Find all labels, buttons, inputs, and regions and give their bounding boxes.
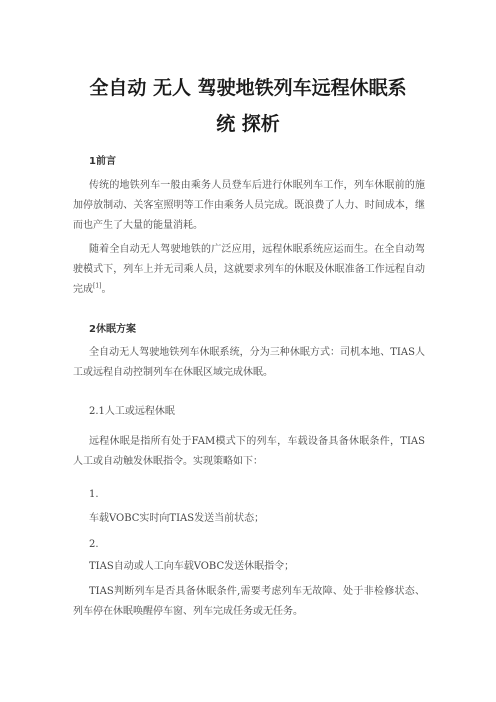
section-heading-introduction: 1前言	[89, 156, 116, 167]
document-title-line-1: 全自动 无人 驾驶地铁列车远程休眠系	[89, 77, 407, 99]
paragraph-intro-1: 传统的地铁列车一般由乘务人员登车后进行休眠列车工作，列车休眠前的施加停放制动、关客室照明等工作由乘务人员完成。既浪费了人力、时间成本，继而也产生了大量的能量消耗。	[73, 180, 425, 231]
list-item-2-number: 2.	[89, 539, 99, 550]
document-title-line-2: 统 探析	[216, 113, 280, 135]
paragraph-sleep-scheme: 全自动无人驾驶地铁列车休眠系统，分为三种休眠方式：司机本地、TIAS人工或远程自动控制列车在休眠区域完成休眠。	[73, 347, 425, 378]
paragraph-intro-2-end: 。	[101, 284, 112, 295]
section-heading-sleep-scheme: 2休眠方案	[89, 324, 136, 335]
paragraph-sleep-conditions: TIAS判断列车是否具备休眠条件,需要考虑列车无故障、处于非检修状态、列车停在休眠唤醒停车窗、列车完成任务或无任务。	[73, 586, 425, 617]
list-item-2-text: TIAS自动或人工向车载VOBC发送休眠指令；	[89, 561, 295, 572]
paragraph-intro-2	[73, 240, 425, 300]
list-item-1-text: 车载VOBC实时向TIAS发送当前状态；	[89, 513, 265, 524]
list-item-1-number: 1.	[89, 489, 99, 500]
paragraph-intro-2-text: 随着全自动无人驾驶地铁的广泛应用，远程休眠系统应运而生。在全自动驾驶模式下，列车上并无司乘人员，这就要求列车的休眠及休眠准备工作远程自动完成	[73, 244, 425, 295]
citation-ref: [1]	[93, 282, 102, 290]
subsection-heading-manual-remote: 2.1人工或远程休眠	[89, 406, 175, 417]
paragraph-remote-sleep: 远程休眠是指所有处于FAM模式下的列车，车载设备具备休眠条件，TIAS人工或自动触发休眠指令。实现策略如下：	[73, 436, 425, 467]
